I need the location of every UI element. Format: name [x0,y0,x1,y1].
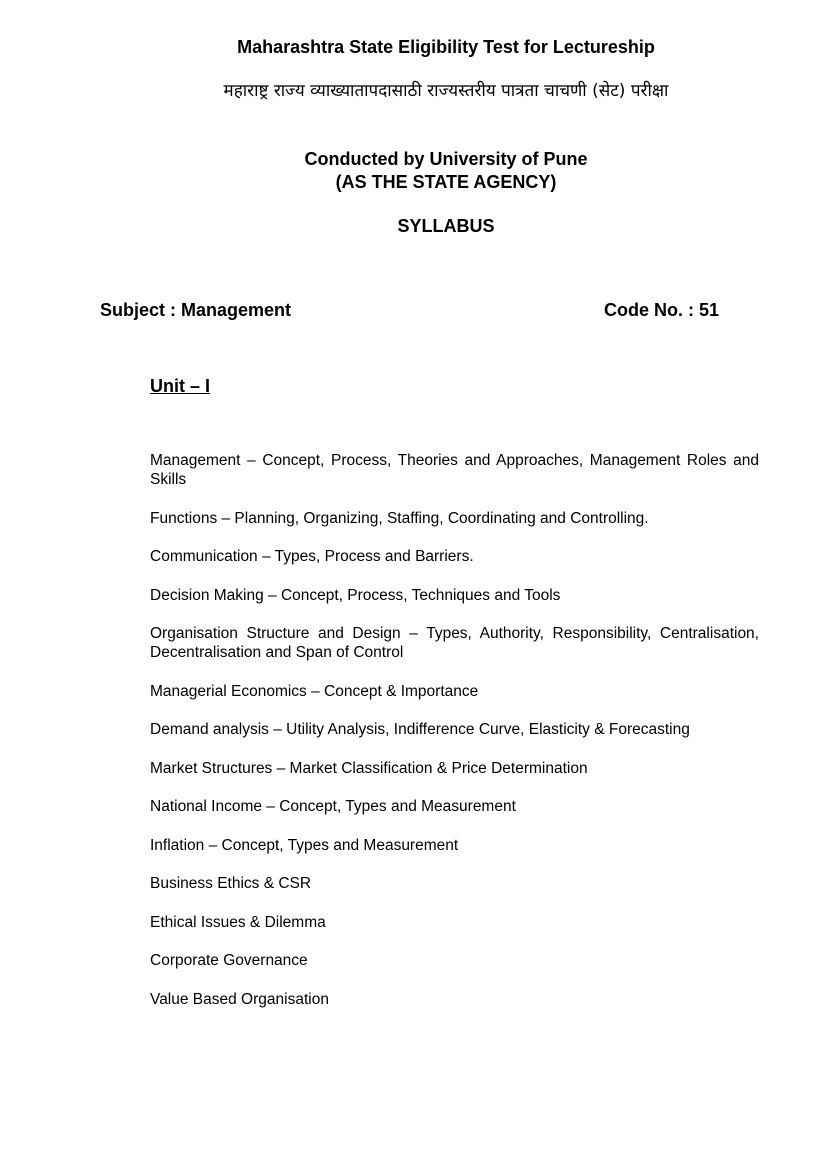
subject-code: Code No. : 51 [603,300,719,320]
topic-item: Communication – Types, Process and Barriers. [150,548,474,565]
topic-item: Ethical Issues & Dilemma [150,913,326,931]
topic-item: Value Based Organisation [150,990,329,1008]
topic-item: National Income – Concept, Types and Measurement [150,798,516,815]
topic-item: Decision Making – Concept, Process, Techniques and Tools [150,586,561,604]
subject-label: Subject : Management [100,300,292,320]
topic-item: Managerial Economics – Concept & Importance [150,682,479,700]
state-agency: (AS THE STATE AGENCY) [335,172,557,192]
topic-list [150,451,759,1028]
title-marathi: महाराष्ट्र राज्य व्याख्यातापदासाठी राज्यस्तरीय पात्रता चाचणी (सेट) परीक्षा [223,81,669,101]
topic-item: Inflation – Concept, Types and Measurement [150,836,459,854]
topic-item: Functions – Planning, Organizing, Staffing, Coordinating and Controlling. [150,509,649,527]
topic-item: Business Ethics & CSR [150,875,312,892]
title-english: Maharashtra State Eligibility Test for Lectureship [237,37,655,57]
syllabus-heading: SYLLABUS [397,216,495,236]
conducted-by: Conducted by University of Pune [304,149,588,169]
topic-item: Demand analysis – Utility Analysis, Indifference Curve, Elasticity & Forecasting [150,721,690,738]
unit-heading: Unit – I [150,376,211,396]
topic-item: Corporate Governance [150,952,308,969]
topic-item: Management – Concept, Process, Theories and Approaches, Management Roles and Skills [150,452,759,488]
topic-item: Market Structures – Market Classification & Price Determination [150,759,588,777]
topic-item: Organisation Structure and Design – Types, Authority, Responsibility, Centralisation, Decentralisation and Span of Control [150,625,759,661]
